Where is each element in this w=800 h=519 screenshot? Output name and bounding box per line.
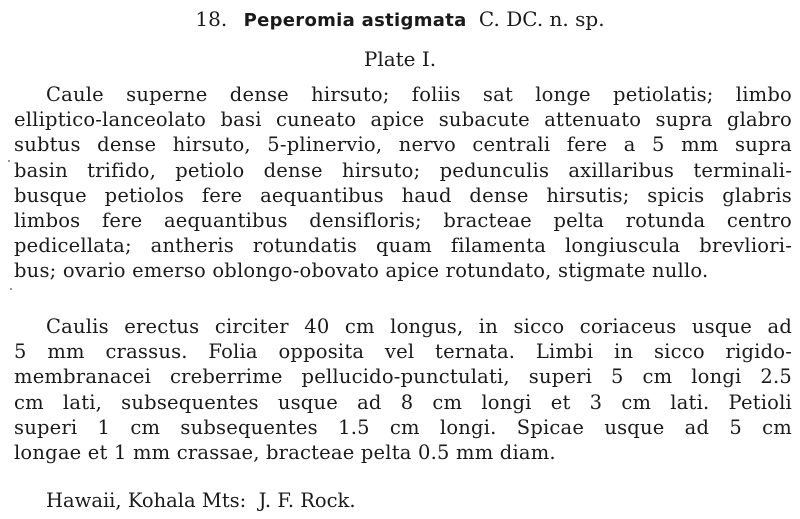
text-line: busque petiolos fere aequantibus haud dense hirsutis; spicis glabris [14, 183, 792, 207]
text-line: bus; ovario emerso oblongo-obovato apice rotundato, stigmate nullo. [14, 259, 709, 283]
text-line: cm lati, subsequentes usque ad 8 cm longi et 3 cm lati. Petioli [14, 390, 792, 414]
locality-collector: Hawaii, Kohala Mts: J. F. Rock. [46, 489, 356, 512]
scan-speck [8, 160, 10, 162]
text-line: superi 1 cm subsequentes 1.5 cm longi. Spicae usque ad 5 cm [14, 415, 792, 439]
species-name: Peperomia astigmata [243, 10, 467, 31]
species-authority: C. DC. n. sp. [478, 7, 605, 31]
text-line: subtus dense hirsuto, 5-plinervio, nervo centrali fere a 5 mm supra [14, 133, 792, 157]
latin-diagnosis [14, 82, 792, 284]
species-heading [0, 6, 800, 34]
description [14, 314, 792, 465]
text-line: pedicellata; antheris rotundatis quam filamenta longiuscula brevliori- [14, 234, 792, 258]
text-line: elliptico-lanceolato basi cuneato apice subacute attenuato supra glabro [14, 108, 792, 132]
text-line: membranacei creberrime pellucido-punctulati, superi 5 cm longi 2.5 [14, 365, 792, 389]
text-line: Caulis erectus circiter 40 cm longus, in sicco coriaceus usque ad [46, 315, 792, 338]
species-number: 18. [195, 7, 228, 31]
text-line: limbos fere aequantibus densifloris; bracteae pelta rotunda centro [14, 208, 792, 232]
text-line: Caule superne dense hirsuto; foliis sat longe petiolatis; limbo [46, 83, 792, 106]
text-line: longae et 1 mm crassae, bracteae pelta 0.5 mm diam. [14, 440, 556, 464]
text-line: basin trifido, petiolo dense hirsuto; pedunculis axillaribus terminali- [14, 158, 792, 182]
text-line: 5 mm crassus. Folia opposita vel ternata. Limbi in sicco rigido- [14, 340, 792, 364]
scan-speck [10, 288, 12, 290]
plate-reference: Plate I. [363, 47, 437, 71]
